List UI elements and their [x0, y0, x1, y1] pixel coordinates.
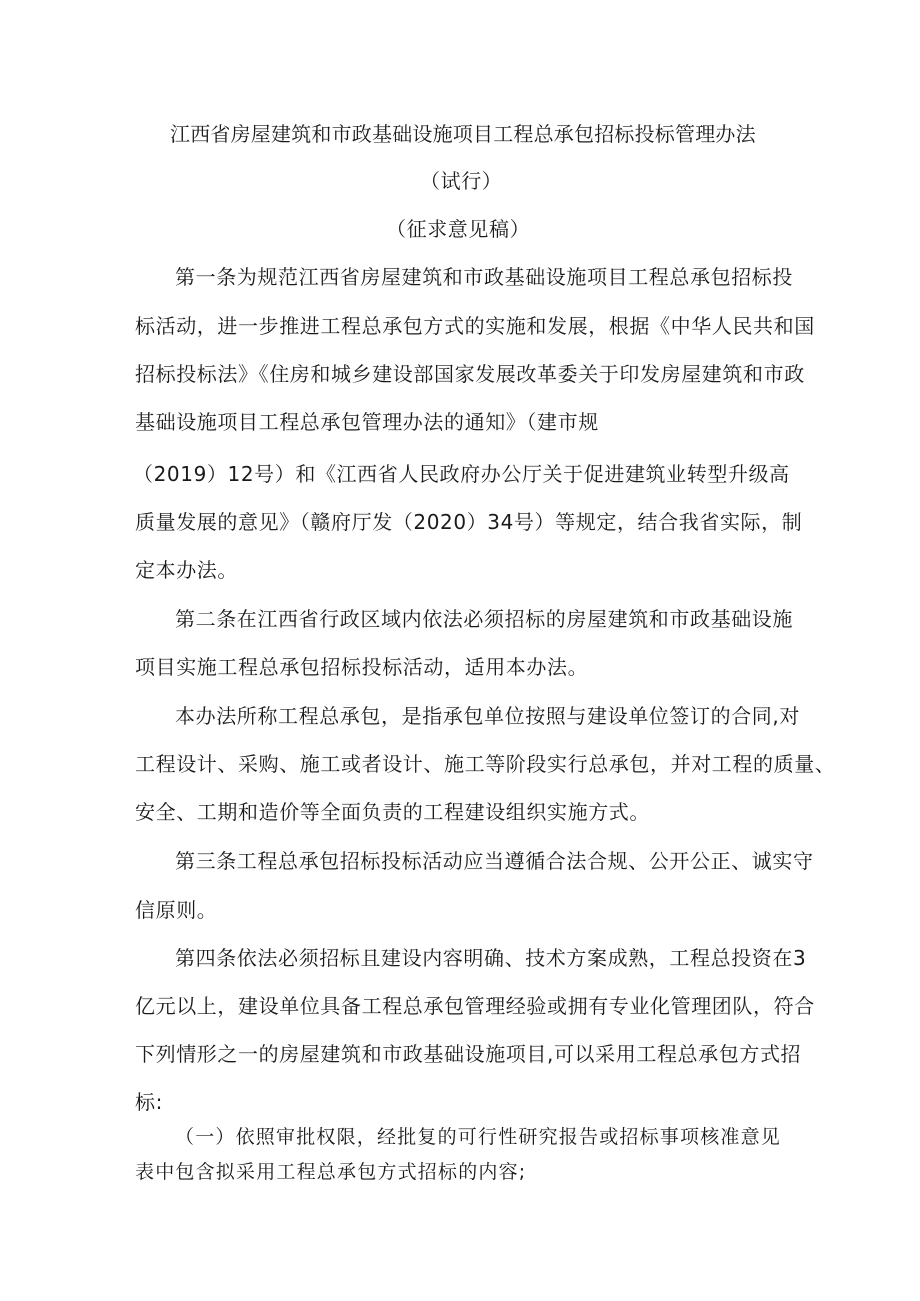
paragraph-line: 安全、工期和造价等全面负责的工程建设组织实施方式。 [135, 800, 650, 824]
paragraph-line: 第一条为规范江西省房屋建筑和市政基础设施项目工程总承包招标投 [175, 265, 793, 289]
paragraph-line: 亿元以上，建设单位具备工程总承包管理经验或拥有专业化管理团队，符合 [135, 994, 815, 1018]
paragraph-line: 标: [135, 1090, 163, 1114]
document-subtitle-trial: （试行） [420, 169, 503, 193]
paragraph-line: （一）依照审批权限，经批复的可行性研究报告或招标事项核准意见 [175, 1126, 782, 1148]
paragraph-line: 招标投标法》《住房和城乡建设部国家发展改革委关于印发房屋建筑和市政 [135, 362, 805, 386]
paragraph-line: 基础设施项目工程总承包管理办法的通知》（建市规 [135, 410, 599, 434]
paragraph-line: 定本办法。 [135, 558, 238, 582]
document-subtitle-draft: （征求意见稿） [386, 217, 531, 241]
paragraph-line: 质量发展的意见》（赣府厅发（2020）34号）等规定，结合我省实际，制 [135, 510, 803, 534]
paragraph-line: 第三条工程总承包招标投标活动应当遵循合法合规、公开公正、诚实守 [175, 849, 814, 873]
paragraph-line: 下列情形之一的房屋建筑和市政基础设施项目,可以采用工程总承包方式招 [135, 1042, 802, 1066]
paragraph-line: 项目实施工程总承包招标投标活动，适用本办法。 [135, 655, 589, 679]
paragraph-line: （2019）12号）和《江西省人民政府办公厅关于促进建筑业转型升级高 [133, 462, 790, 486]
paragraph-line: 本办法所称工程总承包，是指承包单位按照与建设单位签订的合同,对 [175, 704, 800, 728]
document-title: 江西省房屋建筑和市政基础设施项目工程总承包招标投标管理办法 [170, 122, 756, 146]
paragraph-line: 表中包含拟采用工程总承包方式招标的内容; [135, 1161, 527, 1183]
paragraph-line: 信原则。 [135, 898, 218, 922]
paragraph-line: 标活动，进一步推进工程总承包方式的实施和发展，根据《中华人民共和国 [135, 314, 815, 338]
paragraph-line: 第四条依法必须招标且建设内容明确、技术方案成熟，工程总投资在3 [175, 946, 807, 970]
paragraph-line: 第二条在江西省行政区域内依法必须招标的房屋建筑和市政基础设施 [175, 607, 793, 631]
paragraph-line: 工程设计、采购、施工或者设计、施工等阶段实行总承包，并对工程的质量、 [135, 752, 836, 776]
